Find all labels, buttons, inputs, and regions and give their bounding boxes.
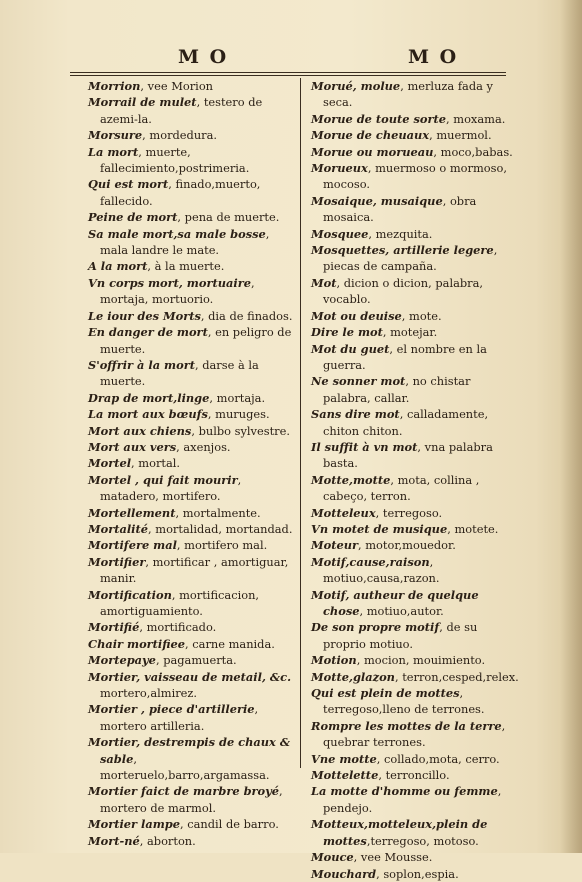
entry-definition: vee Mousse. <box>360 850 433 865</box>
entry-headword: En danger de mort <box>88 325 208 340</box>
dictionary-entry <box>88 258 296 274</box>
header-left: M O <box>178 46 229 68</box>
dictionary-entry <box>88 423 296 439</box>
entry-definition: mortifero mal. <box>184 538 268 553</box>
entry-headword: Mortier lampe <box>88 817 180 832</box>
entry-headword: La mort <box>88 144 139 159</box>
entry-separator: , <box>382 325 391 340</box>
entry-headword: La motte d'homme ou femme <box>311 784 498 799</box>
entry-separator: , <box>429 554 434 569</box>
dictionary-entry <box>88 226 296 259</box>
entry-separator: , <box>400 79 408 93</box>
entry-headword: Mortifié <box>88 620 140 635</box>
entry-definition: terregoso. <box>382 505 443 520</box>
dictionary-entry <box>311 341 521 374</box>
entry-definition: terregoso,lleno de terrones. <box>323 702 485 717</box>
entry-definition: morteruelo,barro,argamassa. <box>100 768 270 783</box>
entry-headword: Motte,glazon <box>311 669 395 684</box>
entry-definition: motiuo,autor. <box>366 604 444 618</box>
dictionary-entry <box>88 652 296 668</box>
entry-headword: Mouchard <box>311 866 377 881</box>
dictionary-entry <box>88 439 296 455</box>
entry-headword: Qui est mort <box>88 177 169 192</box>
entry-separator: , <box>191 423 199 438</box>
entry-headword: Mort aux vers <box>88 439 177 454</box>
dictionary-entry <box>311 652 521 668</box>
dictionary-entry <box>88 505 296 521</box>
header-right: M O <box>408 46 459 68</box>
entry-separator: , <box>254 702 259 717</box>
entry-separator: , <box>139 833 147 848</box>
dictionary-entry <box>88 390 296 406</box>
entry-definition: mocion, mouimiento. <box>363 653 486 668</box>
entry-headword: Mortalité <box>88 521 149 536</box>
dictionary-entry <box>88 554 296 587</box>
entry-separator: , <box>501 718 506 733</box>
entry-headword: Motte,motte <box>311 472 391 487</box>
entry-definition: collado,mota, cerro. <box>384 751 500 766</box>
entry-definition: axenjos. <box>183 439 231 454</box>
entry-separator: , <box>359 604 367 618</box>
entry-separator: , <box>207 325 216 340</box>
dictionary-entry <box>88 833 296 849</box>
entry-definition: mortalidad, mortandad. <box>155 521 293 536</box>
entry-definition: mortificado. <box>146 620 217 635</box>
dictionary-entry <box>311 849 521 865</box>
dictionary-entry <box>311 439 521 472</box>
dictionary-entry <box>88 275 296 308</box>
entry-definition: vee Morion <box>147 79 214 93</box>
dictionary-entry <box>311 751 521 767</box>
entry-headword: Sa male mort,sa male bosse <box>88 226 266 241</box>
entry-headword: Morue de cheuaux <box>311 128 430 143</box>
entry-headword: Morsure <box>88 128 143 143</box>
dictionary-entry <box>88 357 296 390</box>
entry-separator: , <box>168 177 176 192</box>
entry-separator: , <box>176 538 185 553</box>
entry-separator: , <box>399 407 407 422</box>
dictionary-entry <box>88 324 296 357</box>
dictionary-entry <box>311 406 521 439</box>
entry-definition: obra mosaica. <box>323 193 477 225</box>
dictionary-entry <box>311 275 521 308</box>
dictionary-entry <box>311 111 521 127</box>
dictionary-entry <box>311 619 521 652</box>
entry-separator: , <box>389 341 397 356</box>
entry-definition: vna palabra basta. <box>323 439 493 471</box>
entry-separator: , <box>194 357 203 372</box>
entry-separator: , <box>493 243 498 258</box>
entry-definition: mota, collina , cabeço, terron. <box>323 472 480 504</box>
entry-definition: dia de finados. <box>208 308 293 323</box>
entry-separator: , <box>405 374 413 389</box>
dictionary-entry <box>311 127 521 143</box>
entry-headword: Vne motte <box>311 751 377 766</box>
entry-definition: muermol. <box>436 128 492 143</box>
entry-definition: matadero, mortifero. <box>100 489 221 504</box>
entry-headword: Mosquee <box>311 226 369 241</box>
left-column <box>88 78 296 849</box>
entry-headword: Mortier faict de marbre broyé <box>88 784 279 799</box>
entry-separator: , <box>442 193 450 208</box>
entry-headword: Morrail de mulet <box>88 95 197 110</box>
entry-definition: el nombre en la guerra. <box>323 341 487 372</box>
dictionary-entry <box>88 816 296 832</box>
entry-separator: , <box>429 128 437 143</box>
dictionary-entry <box>88 537 296 553</box>
dictionary-entry <box>88 406 296 422</box>
entry-separator: , <box>177 210 185 225</box>
entry-headword: Mosquettes, artillerie legere <box>311 243 494 258</box>
entry-separator: , <box>179 817 188 832</box>
entry-headword: Peine de mort <box>88 210 178 225</box>
entry-definition: terron,cesped,relex. <box>402 669 519 684</box>
entry-separator: , <box>353 850 361 865</box>
entry-headword: Rompre les mottes de la terre <box>311 718 502 733</box>
entry-headword: Motif, autheur de quelque chose <box>311 587 479 618</box>
entry-definition: carne manida. <box>192 636 275 651</box>
entry-headword: Motion <box>311 653 357 668</box>
entry-definition: mortificar , amortiguar, manir. <box>100 554 289 586</box>
entry-definition: mote. <box>409 308 442 323</box>
entry-separator: , <box>207 407 216 422</box>
entry-headword: Mot du guet <box>311 341 390 356</box>
entry-definition: piecas de campaña. <box>323 259 437 274</box>
entry-definition: pena de muerte. <box>184 210 280 225</box>
entry-separator: , <box>417 439 425 454</box>
entry-headword: Morué, molue <box>311 79 401 93</box>
entry-headword: S'offrir à la mort <box>88 357 195 372</box>
entry-headword: Mortepaye <box>88 653 156 668</box>
page-edge-shadow <box>560 0 582 853</box>
dictionary-entry <box>311 767 521 783</box>
entry-separator: , <box>401 308 410 323</box>
dictionary-entry <box>88 455 296 471</box>
entry-definition: no chistar palabra, callar. <box>323 374 471 405</box>
header-rule-thin <box>70 75 506 76</box>
entry-definition: candil de barro. <box>187 817 279 832</box>
entry-definition: mortero artilleria. <box>100 718 205 733</box>
entry-headword: Il suffit à vn mot <box>311 439 418 454</box>
entry-headword: Morue ou morueau <box>311 144 434 159</box>
dictionary-entry <box>311 685 521 718</box>
entry-definition: quebrar terrones. <box>323 735 426 750</box>
entry-headword: Mortifere mal <box>88 538 177 553</box>
entry-headword: Mortel , qui fait mourir <box>88 472 238 487</box>
entry-separator: , <box>140 79 148 93</box>
entry-definition: testero de azemi-la. <box>100 95 263 126</box>
entry-separator: , <box>155 653 164 668</box>
entry-definition: merluza fada y seca. <box>323 79 493 110</box>
entry-headword: Motteux,motteleux,plein de mottes <box>311 817 488 848</box>
dictionary-entry <box>311 144 521 160</box>
entry-headword: Mot ou deuise <box>311 308 402 323</box>
entry-definition: darse à la muerte. <box>100 357 259 389</box>
entry-headword: Chair mortifiee <box>88 636 186 651</box>
entry-separator: , <box>336 275 344 290</box>
entry-definition: mortero,almirez. <box>100 686 198 701</box>
dictionary-entry <box>88 127 296 143</box>
dictionary-entry <box>311 472 521 505</box>
header-rule <box>70 72 506 73</box>
entry-definition: aborton. <box>146 833 196 848</box>
dictionary-entry <box>88 521 296 537</box>
entry-separator: , <box>459 686 464 701</box>
dictionary-entry <box>311 537 521 553</box>
entry-headword: Ne sonner mot <box>311 374 406 389</box>
entry-definition: moxama. <box>453 111 506 126</box>
entry-definition: motete. <box>454 521 499 536</box>
dictionary-entry <box>88 619 296 635</box>
entry-separator: , <box>368 226 376 241</box>
dictionary-entry <box>88 94 296 127</box>
dictionary-entry <box>88 144 296 177</box>
entry-definition: de su proprio motiuo. <box>323 620 478 651</box>
entry-definition: à la muerte. <box>154 259 225 274</box>
entry-headword: Motteleux <box>311 505 376 520</box>
entry-definition: en peligro de muerte. <box>100 325 292 356</box>
dictionary-entry <box>88 176 296 209</box>
entry-headword: Qui est plein de mottes <box>311 686 460 701</box>
entry-headword: Mortier , piece d'artillerie <box>88 702 255 717</box>
dictionary-entry <box>311 226 521 242</box>
entry-headword: Mortier, destrempis de chaux & sable <box>88 735 291 766</box>
entry-headword: Morue de toute sorte <box>311 111 447 126</box>
entry-definition: pendejo. <box>323 800 373 815</box>
entry-headword: Mottelette <box>311 768 379 783</box>
entry-definition: moco,babas. <box>440 144 513 159</box>
entry-separator: , <box>176 439 184 454</box>
dictionary-entry <box>88 78 296 94</box>
entry-definition: muerte, fallecimiento,postrimeria. <box>100 144 250 176</box>
dictionary-entry <box>311 587 521 620</box>
entry-headword: Morueux <box>311 161 368 176</box>
entry-headword: A la mort <box>88 259 148 274</box>
entry-definition: bulbo sylvestre. <box>198 423 290 438</box>
dictionary-entry <box>311 521 521 537</box>
entry-headword: Mortel <box>88 456 132 471</box>
entry-headword: La mort aux bœufs <box>88 407 208 422</box>
entry-separator: , <box>148 521 156 536</box>
dictionary-entry <box>311 373 521 406</box>
entry-separator: , <box>265 226 270 241</box>
entry-definition: terregoso, motoso. <box>370 833 479 848</box>
dictionary-entry <box>88 308 296 324</box>
entry-headword: Vn motet de musique <box>311 521 448 536</box>
entry-headword: Morrion <box>88 79 141 93</box>
entry-separator: , <box>447 521 455 536</box>
dictionary-entry <box>311 554 521 587</box>
entry-definition: mordedura. <box>149 128 218 143</box>
entry-separator: , <box>439 620 447 635</box>
entry-headword: Mortellement <box>88 505 176 520</box>
dictionary-entry <box>88 783 296 816</box>
entry-definition: muruges. <box>215 407 270 422</box>
entry-separator: , <box>175 505 183 520</box>
entry-separator: , <box>366 833 371 848</box>
entry-headword: Mot <box>311 275 337 290</box>
dictionary-entry <box>311 193 521 226</box>
right-column <box>311 78 521 882</box>
dictionary-entry <box>88 636 296 652</box>
entry-separator: , <box>209 390 217 405</box>
entry-definition: mala landre le mate. <box>100 243 220 258</box>
entry-separator: , <box>131 456 139 471</box>
entry-separator: , <box>200 308 209 323</box>
entry-definition: mortaja. <box>216 390 266 405</box>
entry-headword: Dire le mot <box>311 325 383 340</box>
entry-definition: finado,muerto, fallecido. <box>100 177 261 208</box>
entry-separator: , <box>250 275 255 290</box>
entry-separator: , <box>279 784 283 799</box>
entry-definition: terroncillo. <box>385 768 450 783</box>
entry-separator: , <box>378 768 386 783</box>
entry-headword: Mosaique, musaique <box>311 193 443 208</box>
dictionary-entry <box>311 505 521 521</box>
dictionary-entry <box>311 160 521 193</box>
entry-headword: Moteur <box>311 538 358 553</box>
entry-definition: dicion o dicion, palabra, vocablo. <box>323 275 484 307</box>
entry-separator: , <box>433 144 441 159</box>
entry-separator: , <box>138 144 146 159</box>
entry-separator: , <box>196 95 204 110</box>
dictionary-entry <box>311 816 521 849</box>
entry-separator: , <box>139 620 147 635</box>
entry-separator: , <box>185 636 193 651</box>
entry-separator: , <box>142 128 150 143</box>
entry-definition: soplon,espia. <box>383 866 459 881</box>
entry-separator: , <box>147 259 155 274</box>
entry-separator: , <box>446 111 454 126</box>
dictionary-entry <box>311 669 521 685</box>
entry-definition: muermoso o mormoso, mocoso. <box>323 161 507 192</box>
entry-separator: , <box>133 751 137 766</box>
entry-headword: De son propre motif <box>311 620 440 635</box>
entry-separator: , <box>145 554 153 569</box>
dictionary-entry <box>88 587 296 620</box>
dictionary-entry <box>88 669 296 702</box>
dictionary-entry <box>88 701 296 734</box>
entry-separator: , <box>376 751 385 766</box>
entry-headword: Mortification <box>88 587 172 602</box>
dictionary-entry <box>88 472 296 505</box>
entry-headword: Le iour des Morts <box>88 308 201 323</box>
entry-separator: , <box>237 472 242 487</box>
entry-definition: mortaja, mortuorio. <box>100 292 214 307</box>
entry-separator: , <box>497 784 502 799</box>
entry-headword: Mouce <box>311 850 354 865</box>
entry-headword: Sans dire mot <box>311 407 400 422</box>
entry-separator: , <box>375 505 383 520</box>
entry-separator: , <box>171 587 180 602</box>
dictionary-entry <box>311 324 521 340</box>
entry-definition: mortificacion, amortiguamiento. <box>100 587 260 618</box>
entry-headword: Mort-né <box>88 833 140 848</box>
entry-separator: , <box>367 161 376 176</box>
dictionary-entry <box>311 866 521 882</box>
column-divider <box>300 78 301 768</box>
entry-definition: mortal. <box>138 456 181 471</box>
dictionary-entry <box>311 718 521 751</box>
entry-definition: mortalmente. <box>182 505 261 520</box>
entry-separator: , <box>394 669 403 684</box>
entry-separator: , <box>376 866 384 881</box>
dictionary-entry <box>88 734 296 783</box>
entry-headword: Vn corps mort, mortuaire <box>88 275 251 290</box>
entry-definition: motejar. <box>390 325 438 340</box>
entry-definition: motiuo,causa,razon. <box>323 571 440 586</box>
entry-separator: , <box>356 653 364 668</box>
entry-headword: Drap de mort,linge <box>88 390 210 405</box>
entry-definition: mortero de marmol. <box>100 800 216 815</box>
entry-definition: calladamente, chiton chiton. <box>323 407 489 438</box>
entry-definition: motor,mouedor. <box>365 538 456 553</box>
dictionary-entry <box>311 783 521 816</box>
entry-headword: Motif,cause,raison <box>311 554 430 569</box>
dictionary-entry <box>88 209 296 225</box>
entry-definition: mezquita. <box>375 226 433 241</box>
entry-headword: Mortifier <box>88 554 146 569</box>
entry-headword: Mort aux chiens <box>88 423 192 438</box>
entry-headword: Mortier, vaisseau de metail, &c. <box>88 669 292 684</box>
entry-separator: , <box>358 538 366 553</box>
dictionary-entry <box>311 78 521 111</box>
entry-separator: , <box>390 472 398 487</box>
dictionary-entry <box>311 242 521 275</box>
dictionary-entry <box>311 308 521 324</box>
entry-definition: pagamuerta. <box>163 653 237 668</box>
